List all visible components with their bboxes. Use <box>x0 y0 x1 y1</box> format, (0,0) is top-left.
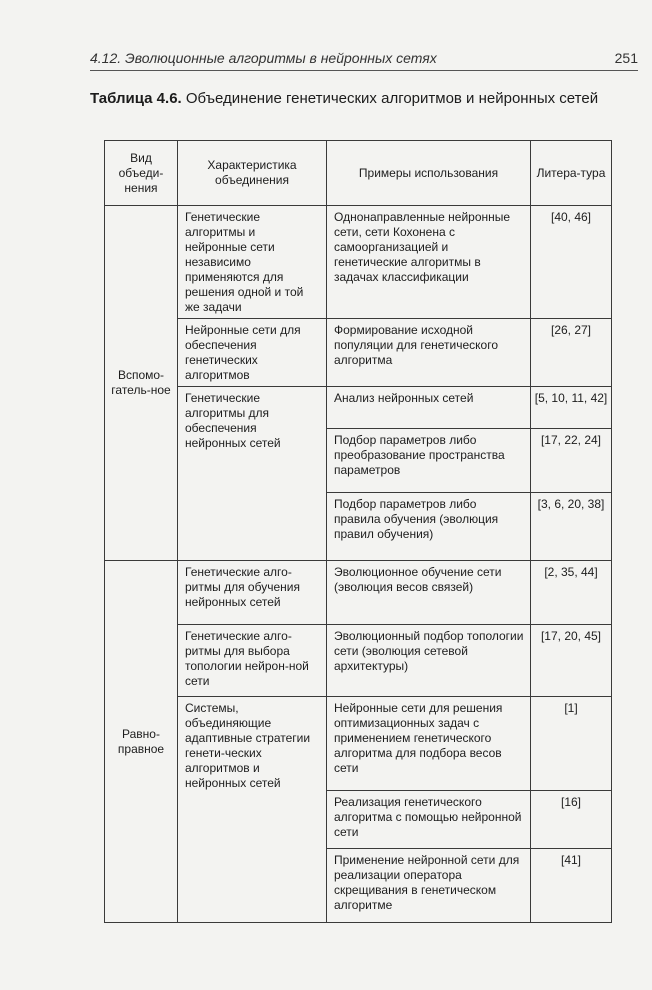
example-cell: Применение нейронной сети для реализации оператора скрещивания в генетическом алгоритме <box>327 849 531 923</box>
table-header-row <box>105 141 612 206</box>
example-cell: Однонаправленные нейронные сети, сети Кохонена с самоорганизацией и генетические алгоритмы в задачах классификации <box>327 206 531 319</box>
literature-cell: [40, 46] <box>531 206 612 319</box>
running-title: 4.12. Эволюционные алгоритмы в нейронных сетях <box>90 50 437 66</box>
header-characteristic: Характеристика объединения <box>178 141 327 206</box>
literature-cell: [41] <box>531 849 612 923</box>
characteristic-cell: Нейронные сети для обеспечения генетических алгоритмов <box>178 319 327 387</box>
header-kind: Вид объеди-нения <box>105 141 178 206</box>
table-row <box>105 625 612 697</box>
kind-equal: Равно-правное <box>105 561 178 923</box>
kind-auxiliary: Вспомо-гатель-ное <box>105 206 178 561</box>
running-header <box>90 50 638 66</box>
characteristic-cell: Генетические алгоритмы и нейронные сети независимо применяются для решения одной и той же задачи <box>178 206 327 319</box>
characteristic-cell: Системы, объединяющие адаптивные стратегии генети-ческих алгоритмов и нейронных сетей <box>178 697 327 923</box>
page-number: 251 <box>614 50 638 66</box>
literature-cell: [17, 20, 45] <box>531 625 612 697</box>
table-caption <box>90 90 650 107</box>
example-cell: Формирование исходной популяции для генетического алгоритма <box>327 319 531 387</box>
combination-table <box>104 140 612 923</box>
literature-cell: [1] <box>531 697 612 791</box>
table-row <box>105 561 612 625</box>
example-cell: Нейронные сети для решения оптимизационных задач с применением генетического алгоритма для подбора весов сети <box>327 697 531 791</box>
header-rule <box>90 70 638 71</box>
example-cell: Анализ нейронных сетей <box>327 387 531 429</box>
example-cell: Эволюционное обучение сети (эволюция весов связей) <box>327 561 531 625</box>
table-title: Объединение генетических алгоритмов и нейронных сетей <box>185 90 599 107</box>
table-row <box>105 697 612 791</box>
characteristic-cell: Генетические алго-ритмы для выбора топологии нейрон-ной сети <box>178 625 327 697</box>
literature-cell: [26, 27] <box>531 319 612 387</box>
example-cell: Эволюционный подбор топологии сети (эволюция сетевой архитектуры) <box>327 625 531 697</box>
characteristic-cell: Генетические алгоритмы для обеспечения нейронных сетей <box>178 387 327 561</box>
example-cell: Реализация генетического алгоритма с помощью нейронной сети <box>327 791 531 849</box>
example-cell: Подбор параметров либо преобразование пространства параметров <box>327 429 531 493</box>
table-label: Таблица 4.6. <box>90 90 182 107</box>
characteristic-cell: Генетические алго-ритмы для обучения нейронных сетей <box>178 561 327 625</box>
literature-cell: [5, 10, 11, 42] <box>531 387 612 429</box>
header-examples: Примеры использования <box>327 141 531 206</box>
example-cell: Подбор параметров либо правила обучения (эволюция правил обучения) <box>327 493 531 561</box>
literature-cell: [3, 6, 20, 38] <box>531 493 612 561</box>
header-literature: Литера-тура <box>531 141 612 206</box>
table-row <box>105 387 612 429</box>
table-row <box>105 206 612 319</box>
literature-cell: [17, 22, 24] <box>531 429 612 493</box>
table-row <box>105 319 612 387</box>
literature-cell: [2, 35, 44] <box>531 561 612 625</box>
literature-cell: [16] <box>531 791 612 849</box>
